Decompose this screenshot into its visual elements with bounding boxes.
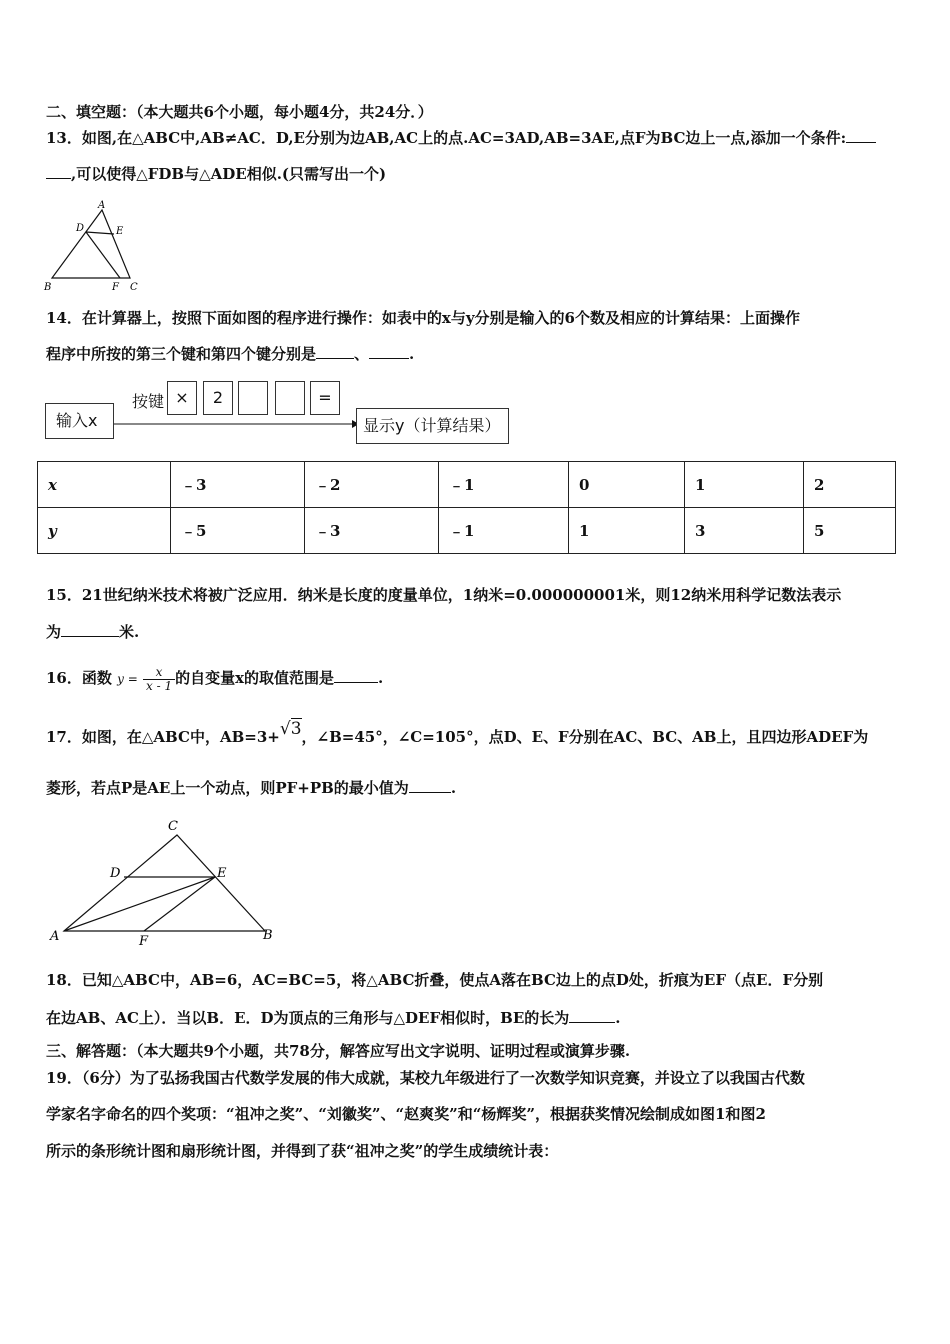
q17-label-e: E [217, 866, 227, 881]
q16-fraction [143, 666, 175, 693]
q13-label-e: E [116, 226, 124, 237]
q14-keys-label: 按键 [132, 392, 165, 411]
q17-label-b: B [263, 928, 273, 943]
q17-triangle-figure [44, 815, 284, 950]
q13-line1 [46, 128, 876, 148]
table-cell: ﹣3 [171, 462, 305, 508]
q17-text-1b: ，∠B=45°，∠C=105°，点D、E、F分别在AC、BC、AB上，且四边形ADEF为 [301, 728, 869, 746]
q14-answer-blank-2 [369, 344, 409, 359]
q13-answer-blank-1 [846, 128, 876, 143]
q13-label-a: A [98, 200, 106, 211]
q13-label-d: D [76, 223, 85, 234]
q17-label-f: F [139, 934, 149, 949]
q14-xy-table [37, 461, 896, 554]
q14-line2 [46, 344, 414, 364]
q13-text-1: 13．如图,在△ABC中,AB≠AC．D,E分别为边AB,AC上的点.AC=3AD,AB=3AE,点F为BC边上一点,添加一个条件: [46, 129, 847, 147]
q13-label-b: B [44, 282, 52, 293]
q17-segment-ae [64, 877, 215, 931]
table-cell: 1 [569, 508, 685, 554]
q17-triangle-abc [64, 835, 265, 931]
q14-line1: 14．在计算器上，按照下面如图的程序进行操作：如表中的x与y分别是输入的6个数及相应的计算结果：上面操作 [46, 309, 800, 327]
table-cell: ﹣5 [171, 508, 305, 554]
q17-answer-blank [409, 778, 451, 793]
q19-line3: 所示的条形统计图和扇形统计图，并得到了获“祖冲之奖”的学生成绩统计表： [46, 1142, 559, 1160]
q15-line1: 15．21世纪纳米技术将被广泛应用．纳米是长度的度量单位，1纳米=0.000000001米，则12纳米用科学记数法表示 [46, 586, 842, 604]
q15-line2 [46, 622, 139, 642]
q14-separator: 、 [354, 345, 370, 363]
q14-output-box: 显示y（计算结果） [356, 408, 509, 444]
table-cell: 5 [804, 508, 896, 554]
table-cell: ﹣1 [439, 508, 569, 554]
q16-suffix: 的自变量x的取值范围是 [175, 669, 335, 687]
q17-end: . [450, 779, 457, 797]
q17-text-2: 菱形，若点P是AE上一个动点，则PF+PB的最小值为 [46, 779, 409, 797]
table-cell-y-label: y [38, 508, 171, 554]
q14-flow-arrow [114, 416, 359, 432]
table-cell: 3 [685, 508, 804, 554]
q14-key-equals: = [310, 381, 340, 415]
table-cell: 0 [569, 462, 685, 508]
section-3-header: 三、解答题：（本大题共9个小题，共78分，解答应写出文字说明、证明过程或演算步骤. [46, 1042, 631, 1060]
q17-text-1a: 17．如图，在△ABC中，AB=3+ [46, 728, 280, 746]
table-row-x [38, 462, 896, 508]
q14-text-2a: 程序中所按的第三个键和第四个键分别是 [46, 345, 317, 363]
q16-answer-blank [334, 668, 378, 683]
q14-input-box: 输入x [45, 403, 114, 439]
q14-key-third-blank [238, 381, 268, 415]
q18-line1: 18．已知△ABC中，AB=6，AC=BC=5，将△ABC折叠，使点A落在BC边上的点D处，折痕为EF（点E．F分别 [46, 971, 824, 989]
q15-text-2b: 米. [119, 623, 140, 641]
q13-segment-df [86, 232, 120, 278]
table-cell-x-label: x [38, 462, 171, 508]
q17-sqrt: √3 [279, 719, 302, 739]
q13-label-f: F [112, 282, 119, 293]
q14-key-multiply: × [167, 381, 197, 415]
q15-text-2a: 为 [46, 623, 62, 641]
q14-answer-blank-1 [316, 344, 354, 359]
q16-numerator: x [143, 666, 175, 680]
q14-period: . [409, 345, 415, 363]
q16-function-y: y = [117, 672, 138, 686]
q17-segment-fe [144, 877, 215, 931]
q17-line1 [46, 719, 869, 750]
q14-key-2: 2 [203, 381, 233, 415]
q14-key-fourth-blank [275, 381, 305, 415]
table-cell: ﹣3 [305, 508, 439, 554]
q18-end: . [615, 1009, 621, 1027]
table-cell: 2 [804, 462, 896, 508]
table-cell: 1 [685, 462, 804, 508]
q18-text-2: 在边AB、AC上）．当以B．E．D为顶点的三角形与△DEF相似时，BE的长为 [46, 1009, 570, 1027]
q16-line [46, 664, 383, 693]
q13-line2 [46, 164, 386, 184]
q19-line2: 学家名字命名的四个奖项：“祖冲之奖”、“刘徽奖”、“赵爽奖”和“杨辉奖”，根据获奖情况绘制成如图1和图2 [46, 1105, 766, 1123]
table-cell: ﹣2 [305, 462, 439, 508]
q17-label-d: D [110, 866, 121, 881]
q17-label-c: C [168, 819, 178, 834]
q13-segment-de [86, 232, 114, 234]
q13-triangle-figure [40, 198, 150, 293]
q17-sqrt-value: 3 [290, 719, 302, 739]
table-cell: ﹣1 [439, 462, 569, 508]
q15-answer-blank [61, 622, 119, 637]
q18-line2 [46, 1008, 621, 1028]
q13-triangle-abc [52, 210, 130, 278]
q18-answer-blank [569, 1008, 615, 1023]
q16-denominator: x - 1 [146, 678, 173, 693]
q13-text-2: ,可以使得△FDB与△ADE相似.(只需写出一个) [71, 165, 387, 183]
q17-label-a: A [50, 929, 60, 944]
q19-line1: 19．（6分）为了弘扬我国古代数学发展的伟大成就，某校九年级进行了一次数学知识竞赛，并设立了以我国古代数 [46, 1069, 805, 1087]
q16-end: . [378, 669, 384, 687]
q13-answer-blank-2 [46, 164, 71, 179]
q13-label-c: C [130, 282, 138, 293]
section-2-header: 二、填空题：（本大题共6个小题，每小题4分，共24分．） [46, 103, 433, 121]
q17-line2 [46, 778, 456, 798]
q16-prefix: 16．函数 [46, 669, 112, 687]
table-row-y [38, 508, 896, 554]
